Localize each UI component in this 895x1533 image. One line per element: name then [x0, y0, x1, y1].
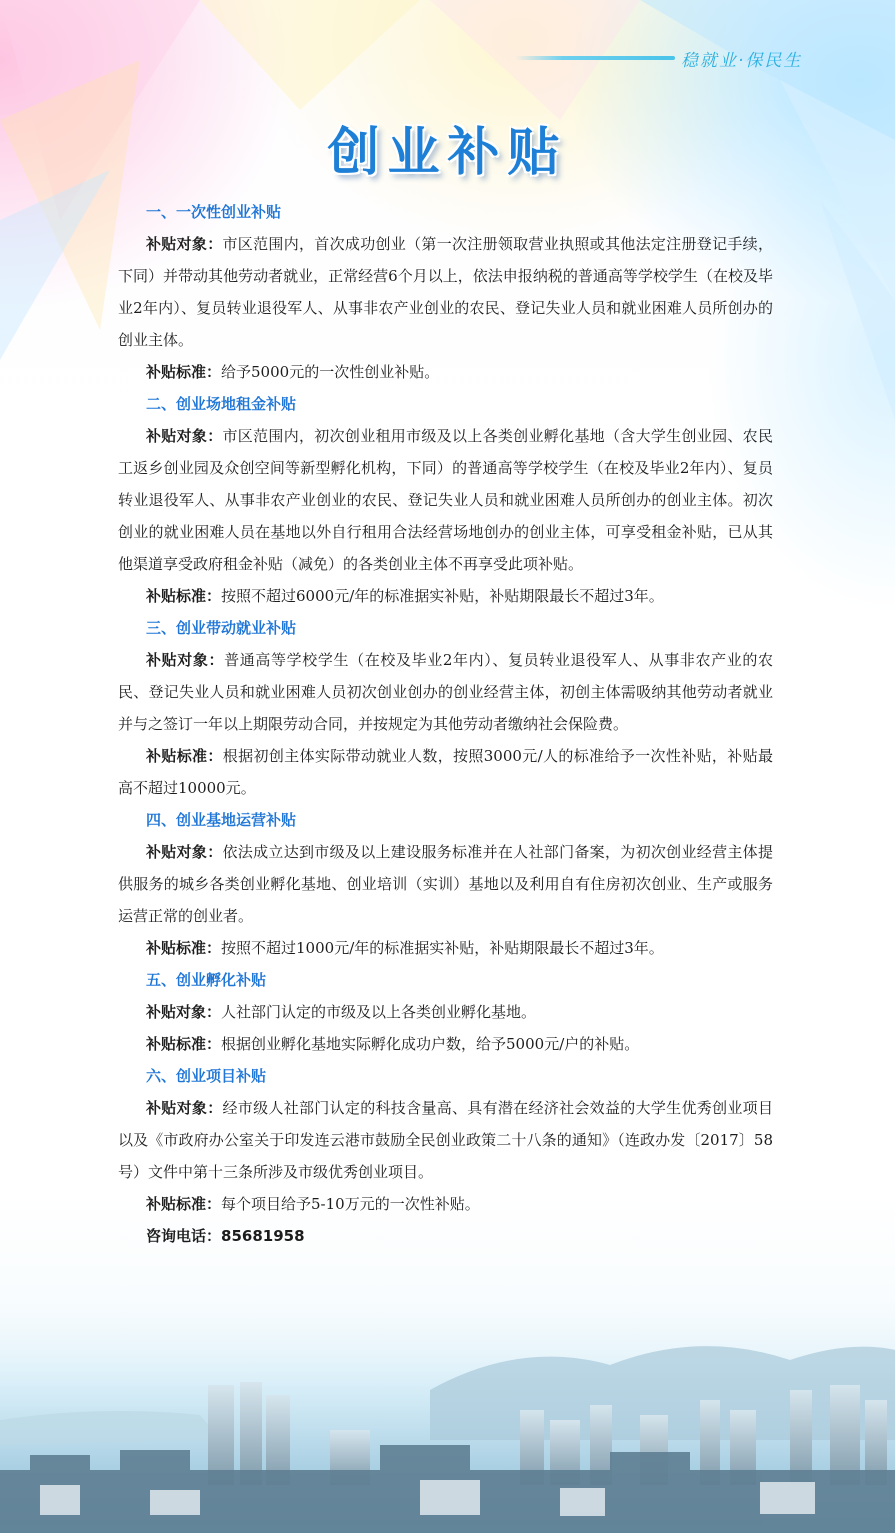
target-text: 市区范围内，首次成功创业（第一次注册领取营业执照或其他法定注册登记手续，下同）并带动其他劳动者就业，正常经营6个月以上，依法申报纳税的普通高等学校学生（在校及毕业2年内）、复员转业退役军人、从事非农产业创业的农民、登记失业人员和就业困难人员所创办的创业主体。 — [118, 235, 773, 349]
tagline-decor-line — [515, 56, 675, 60]
label-target: 补贴对象： — [146, 1099, 223, 1117]
standard-text: 给予5000元的一次性创业补贴。 — [221, 363, 440, 381]
subsidy-standard — [118, 740, 773, 804]
contact-line — [118, 1220, 773, 1252]
standard-text: 根据初创主体实际带动就业人数，按照3000元/人的标准给予一次性补贴，补贴最高不超过10000元。 — [118, 747, 773, 797]
subsidy-standard — [118, 580, 773, 612]
subsidy-target — [118, 1092, 773, 1188]
section-1 — [118, 196, 773, 388]
contact-label: 咨询电话： — [146, 1227, 222, 1245]
standard-text: 按照不超过1000元/年的标准据实补贴，补贴期限最长不超过3年。 — [221, 939, 664, 957]
tagline-banner — [515, 44, 815, 72]
section-4 — [118, 804, 773, 964]
section-6 — [118, 1060, 773, 1220]
target-text: 经市级人社部门认定的科技含量高、具有潜在经济社会效益的大学生优秀创业项目以及《市政府办公室关于印发连云港市鼓励全民创业政策二十八条的通知》（连政办发〔2017〕58号）文件中第十三条所涉及市级优秀创业项目。 — [118, 1099, 773, 1181]
subsidy-target — [118, 420, 773, 580]
label-standard: 补贴标准： — [146, 747, 223, 765]
subsidy-target — [118, 996, 773, 1028]
standard-text: 按照不超过6000元/年的标准据实补贴，补贴期限最长不超过3年。 — [221, 587, 664, 605]
subsidy-target — [118, 644, 773, 740]
label-target: 补贴对象： — [146, 427, 223, 445]
contact-phone: 85681958 — [221, 1227, 305, 1245]
section-heading: 三、创业带动就业补贴 — [146, 619, 297, 637]
standard-text: 每个项目给予5-10万元的一次性补贴。 — [221, 1195, 480, 1213]
section-2 — [118, 388, 773, 612]
label-standard: 补贴标准： — [146, 363, 222, 381]
policy-content — [118, 196, 773, 1252]
target-text: 普通高等学校学生（在校及毕业2年内）、复员转业退役军人、从事非农产业的农民、登记失业人员和就业困难人员初次创业创办的创业经营主体，初创主体需吸纳其他劳动者就业并与之签订一年以上期限劳动合同，并按规定为其他劳动者缴纳社会保险费。 — [118, 651, 773, 733]
subsidy-target — [118, 836, 773, 932]
subsidy-standard — [118, 1188, 773, 1220]
label-standard: 补贴标准： — [146, 1195, 222, 1213]
standard-text: 根据创业孵化基地实际孵化成功户数，给予5000元/户的补贴。 — [221, 1035, 640, 1053]
section-heading: 一、一次性创业补贴 — [146, 203, 282, 221]
subsidy-standard — [118, 1028, 773, 1060]
tagline-text: 稳就业·保民生 — [681, 51, 803, 71]
subsidy-target — [118, 228, 773, 356]
target-text: 依法成立达到市级及以上建设服务标准并在人社部门备案，为初次创业经营主体提供服务的城乡各类创业孵化基地、创业培训（实训）基地以及利用自有住房初次创业、生产或服务运营正常的创业者。 — [118, 843, 773, 925]
section-heading: 四、创业基地运营补贴 — [146, 811, 297, 829]
section-heading: 二、创业场地租金补贴 — [146, 395, 297, 413]
section-3 — [118, 612, 773, 804]
label-standard: 补贴标准： — [146, 939, 222, 957]
target-text: 市区范围内，初次创业租用市级及以上各类创业孵化基地（含大学生创业园、农民工返乡创业园及众创空间等新型孵化机构，下同）的普通高等学校学生（在校及毕业2年内）、复员转业退役军人、从事非农产业创业的农民、登记失业人员和就业困难人员所创办的创业主体。初次创业的就业困难人员在基地以外自行租用合法经营场地创办的创业主体，可享受租金补贴，已从其他渠道享受政府租金补贴（减免）的各类创业主体不再享受此项补贴。 — [118, 427, 773, 573]
label-target: 补贴对象： — [146, 651, 225, 669]
section-heading: 六、创业项目补贴 — [146, 1067, 267, 1085]
label-standard: 补贴标准： — [146, 587, 222, 605]
page-title: 创业补贴 — [327, 123, 568, 183]
section-5 — [118, 964, 773, 1060]
label-target: 补贴对象： — [146, 235, 223, 253]
section-heading: 五、创业孵化补贴 — [146, 971, 267, 989]
label-target: 补贴对象： — [146, 1003, 222, 1021]
subsidy-standard — [118, 932, 773, 964]
subsidy-standard — [118, 356, 773, 388]
label-target: 补贴对象： — [146, 843, 223, 861]
target-text: 人社部门认定的市级及以上各类创业孵化基地。 — [221, 1003, 537, 1021]
label-standard: 补贴标准： — [146, 1035, 222, 1053]
city-skyline-image — [0, 1270, 895, 1533]
